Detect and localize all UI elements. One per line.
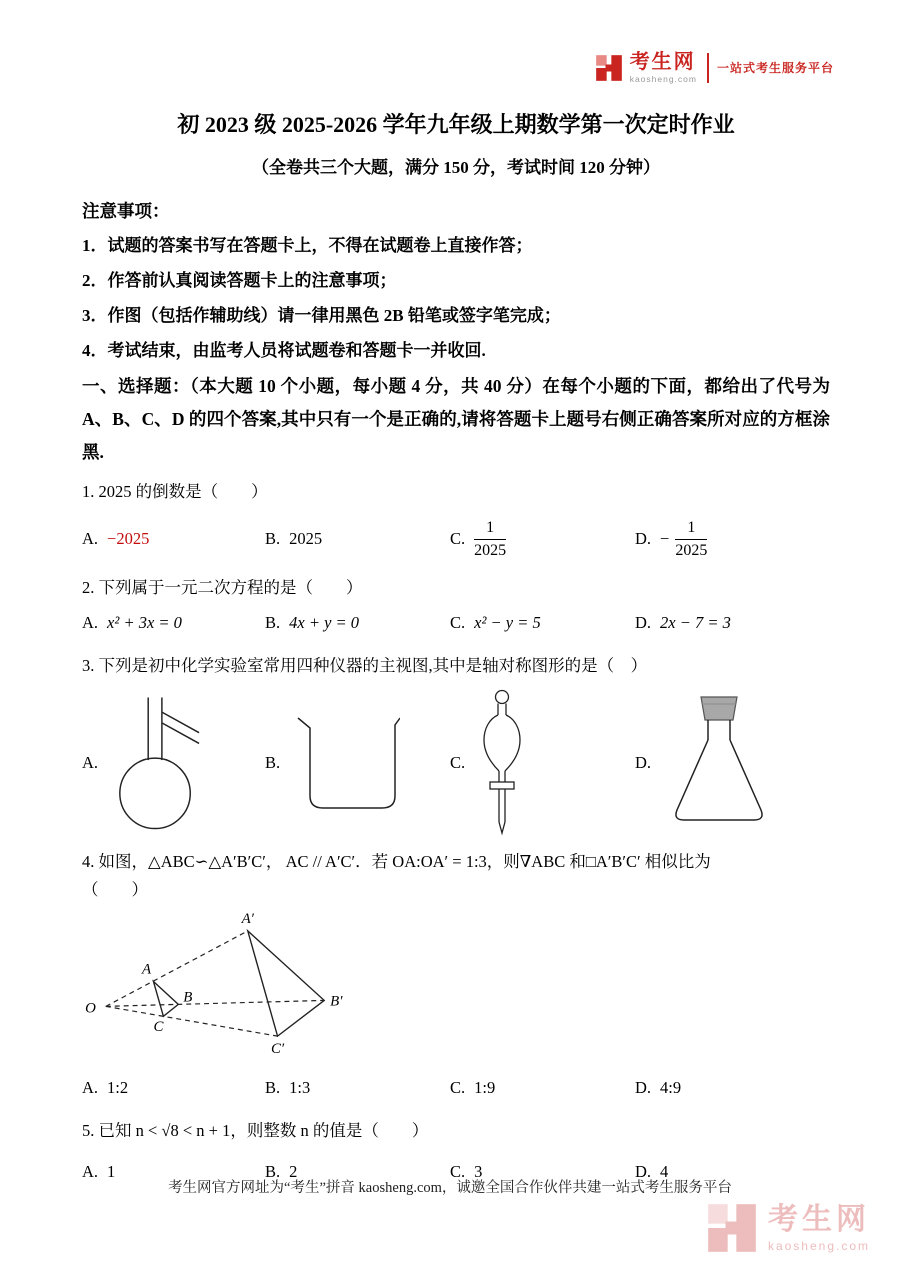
notice-section — [82, 194, 830, 368]
option-label: C. — [450, 1162, 466, 1181]
option-value: 4:9 — [660, 1078, 682, 1097]
question-2-option-d — [635, 613, 830, 633]
option-value: 3 — [474, 1162, 483, 1181]
option-value: 2 — [289, 1162, 298, 1181]
option-label: B. — [265, 1078, 281, 1097]
question-3-option-a — [82, 693, 265, 833]
option-label: A. — [82, 529, 99, 548]
question-1-options — [82, 513, 830, 565]
exam-title: 初 2023 级 2025-2026 学年九年级上期数学第一次定时作业 — [177, 112, 735, 137]
watermark-text — [767, 1202, 870, 1253]
kaosheng-watermark-icon — [706, 1202, 758, 1254]
kaosheng-watermark — [706, 1202, 870, 1254]
option-label: D. — [635, 1078, 652, 1097]
point-label-B-prime: B′ — [330, 993, 343, 1010]
page-footer: 考生网官方网址为“考生”拼音 kaosheng.com，诚邀全国合作伙伴共建一站式考生服务平台 — [168, 1180, 732, 1196]
notice-heading: 注意事项： — [82, 201, 170, 221]
option-label: C. — [450, 1078, 466, 1097]
point-label-A: A — [141, 961, 152, 978]
brand-text — [630, 52, 697, 84]
brand-name: 考生网 — [629, 51, 696, 73]
fraction-numerator: 1 — [675, 518, 707, 539]
option-label: C. — [450, 529, 466, 548]
question-3-figures — [82, 687, 830, 839]
point-label-A-prime: A′ — [241, 910, 254, 927]
question-3-stem: 3. 下列是初中化学实验室常用四种仪器的主视图,其中是轴对称图形的是（ ） — [82, 656, 648, 675]
question-4-options — [82, 1074, 830, 1102]
option-equation: 4x + y = 0 — [289, 613, 360, 632]
option-label: D. — [635, 529, 652, 548]
question-2-option-b — [265, 613, 450, 633]
option-label: D. — [635, 1162, 652, 1181]
point-label-C: C — [153, 1019, 164, 1036]
separating-funnel-figure — [479, 688, 525, 838]
option-label: A. — [82, 613, 99, 632]
distillation-flask-figure — [112, 693, 202, 833]
option-value: 4 — [660, 1162, 669, 1181]
question-4-option-b — [265, 1078, 450, 1098]
question-3-option-d — [635, 694, 830, 832]
question-4-option-c — [450, 1078, 635, 1098]
option-label: C. — [450, 613, 466, 632]
question-1-stem: 1. 2025 的倒数是（ ） — [82, 482, 268, 501]
option-equation: 2x − 7 = 3 — [660, 613, 731, 632]
point-label-C-prime: C′ — [270, 1041, 285, 1058]
notice-item-1: 1．试题的答案书写在答题卡上，不得在试题卷上直接作答； — [82, 236, 533, 255]
notice-item-3: 3．作图（包括作辅助线）请一律用黑色 2B 铅笔或签字笔完成； — [82, 306, 561, 325]
question-2-stem: 2. 下列属于一元二次方程的是（ ） — [82, 578, 363, 597]
question-2-options — [82, 609, 830, 637]
fraction-denominator: 2025 — [474, 541, 507, 559]
option-value: 1:3 — [289, 1078, 311, 1097]
option-equation: x² + 3x = 0 — [107, 613, 182, 632]
option-value: 2025 — [289, 529, 323, 548]
point-label-B: B — [183, 989, 193, 1006]
option-value: −2025 — [107, 529, 150, 548]
question-1-option-d — [635, 518, 830, 559]
question-2-option-c — [450, 613, 635, 633]
question-3 — [82, 653, 830, 839]
fraction-denominator: 2025 — [675, 541, 708, 559]
kaosheng-logo-icon — [595, 54, 623, 82]
section-one-intro: 一、选择题：（本大题 10 个小题，每小题 4 分，共 40 分）在每个小题的下面，都给出了代号为 A、B、C、D 的四个答案,其中只有一个是正确的,请将答题卡上题号右侧正确答案所对应的方框涂黑. — [82, 376, 830, 462]
question-1 — [82, 479, 830, 565]
option-label: A. — [82, 1078, 99, 1097]
option-label: D. — [635, 753, 652, 772]
fraction-numerator: 1 — [474, 518, 506, 539]
fraction — [675, 518, 707, 559]
site-logo — [595, 52, 834, 84]
brand-tagline: 一站式考生服务平台 — [716, 61, 834, 76]
question-4-option-d — [635, 1078, 830, 1098]
watermark-domain: kaosheng.com — [767, 1238, 870, 1253]
option-label: B. — [265, 1162, 281, 1181]
question-4-stem-continuation: （ ） — [82, 880, 148, 899]
brand-domain: kaosheng.com — [629, 74, 697, 84]
beaker-figure — [294, 712, 400, 814]
exam-subtitle: （全卷共三个大题，满分 150 分，考试时间 120 分钟） — [252, 158, 660, 177]
option-equation: x² − y = 5 — [474, 613, 541, 632]
point-label-O: O — [85, 1000, 96, 1017]
fraction — [474, 518, 506, 559]
option-value: 1 — [107, 1162, 116, 1181]
question-1-option-a — [82, 529, 265, 549]
question-4 — [82, 849, 830, 1102]
option-value: 1:9 — [474, 1078, 496, 1097]
question-5-stem: 5. 已知 n < √8 < n + 1，则整数 n 的值是（ ） — [82, 1121, 429, 1140]
option-label: A. — [82, 1162, 99, 1181]
option-label: B. — [265, 753, 281, 772]
brand-divider — [707, 53, 709, 83]
question-1-option-c — [450, 518, 635, 559]
option-label: C. — [450, 753, 466, 772]
watermark-brand: 考生网 — [767, 1202, 870, 1236]
option-value: 1:2 — [107, 1078, 129, 1097]
question-3-option-c — [450, 688, 635, 838]
option-label: B. — [265, 613, 281, 632]
minus-sign: − — [660, 529, 670, 548]
question-4-option-a — [82, 1078, 265, 1098]
question-1-option-b — [265, 529, 450, 549]
option-label: B. — [265, 529, 281, 548]
option-label: A. — [82, 753, 99, 772]
similar-triangles-figure — [84, 909, 352, 1066]
notice-item-2: 2．作答前认真阅读答题卡上的注意事项； — [82, 271, 397, 290]
conical-flask-figure — [665, 694, 773, 832]
question-2 — [82, 575, 830, 637]
notice-item-4: 4．考试结束，由监考人员将试题卷和答题卡一并收回. — [82, 341, 486, 360]
question-3-option-b — [265, 712, 450, 814]
option-label: D. — [635, 613, 652, 632]
question-4-stem: 4. 如图，△ABC∽△A′B′C′， AC // A′C′．若 OA:OA′ = 1:3，则∇ABC 和□A′B′C′ 相似比为 — [82, 852, 711, 871]
question-2-option-a — [82, 613, 265, 633]
